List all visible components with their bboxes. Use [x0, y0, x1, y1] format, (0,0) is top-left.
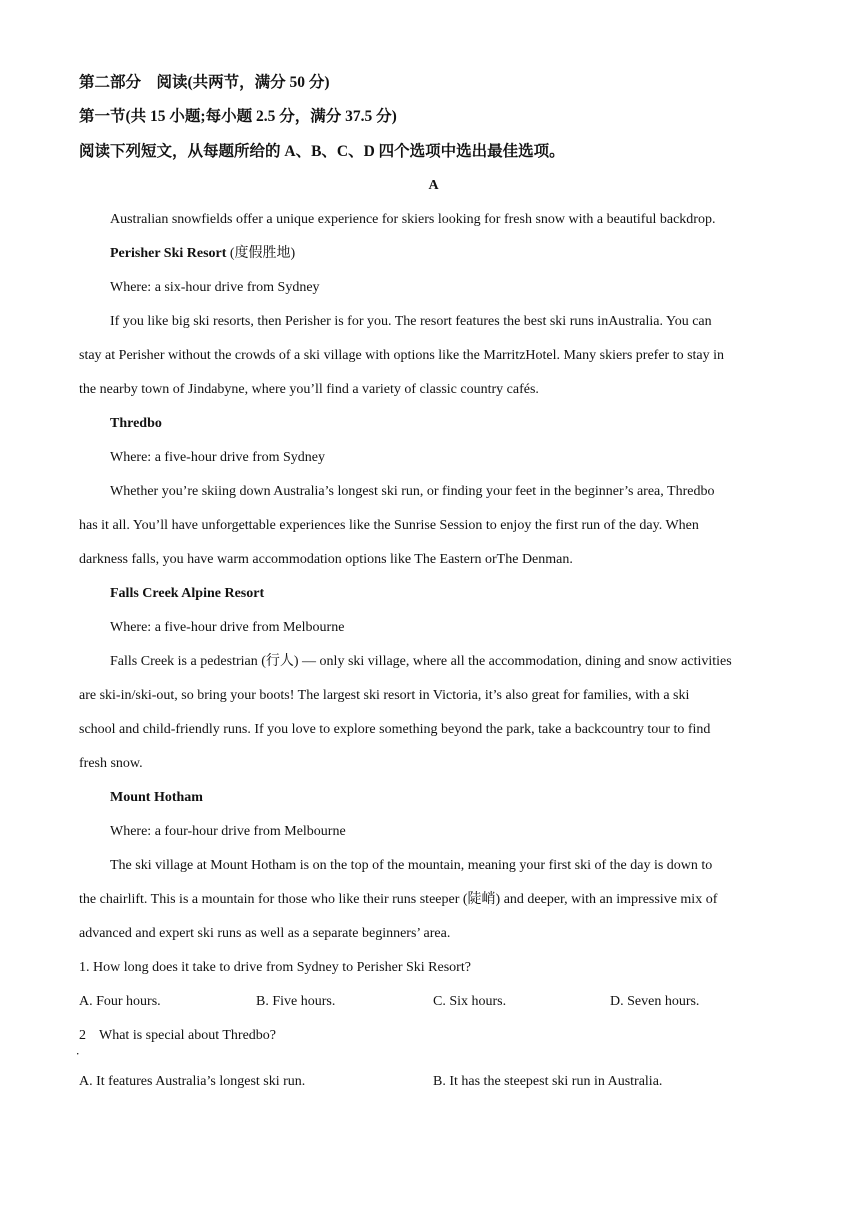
perisher-line-2: stay at Perisher without the crowds of a ski village with options like the MarritzHotel. Many skiers prefer to stay in — [79, 348, 725, 363]
thredbo-line-2: has it all. You’ll have unforgettable experiences like the Sunrise Session to enjoy the first run of the day. When — [79, 518, 699, 533]
falls-creek-title: Falls Creek Alpine Resort — [110, 586, 265, 601]
instruction-text: 阅读下列短文，从每题所给的 A、B、C、D 四个选项中选出最佳选项。 — [79, 143, 565, 160]
question-1-text: How long does it take to drive from Sydney to Perisher Ski Resort? — [93, 960, 471, 975]
perisher-title-text: Perisher Ski Resort — [110, 246, 227, 261]
question-1 — [79, 959, 471, 977]
question-2-dot: ． — [76, 1045, 87, 1057]
thredbo-title: Thredbo — [110, 416, 162, 431]
thredbo-line-3: darkness falls, you have warm accommodation options like The Eastern orThe Denman. — [79, 552, 573, 567]
question-1-number: 1. — [79, 960, 93, 975]
perisher-title-note: (度假胜地) — [226, 246, 296, 261]
question-1-option-c[interactable]: C. Six hours. — [433, 994, 507, 1009]
passage-label: A — [428, 178, 439, 193]
perisher-line-1: If you like big ski resorts, then Perisher is for you. The resort features the best ski runs inAustralia. You can — [110, 314, 712, 329]
falls-creek-line-2: are ski-in/ski-out, so bring your boots! The largest ski resort in Victoria, it’s also great for families, with a ski — [79, 688, 690, 703]
falls-creek-line-4: fresh snow. — [79, 756, 143, 771]
question-1-option-a[interactable]: A. Four hours. — [79, 994, 161, 1009]
question-1-option-d[interactable]: D. Seven hours. — [610, 994, 700, 1009]
question-2-number: 2 — [79, 1028, 86, 1043]
falls-creek-line-3: school and child-friendly runs. If you love to explore something beyond the park, take a backcountry tour to find — [79, 722, 711, 737]
passage-intro: Australian snowfields offer a unique experience for skiers looking for fresh snow with a beautiful backdrop. — [110, 212, 716, 227]
perisher-title — [110, 245, 295, 263]
question-2-option-b[interactable]: B. It has the steepest ski run in Australia. — [433, 1074, 663, 1089]
hotham-title: Mount Hotham — [110, 790, 203, 805]
hotham-line-3: advanced and expert ski runs as well as a separate beginners’ area. — [79, 926, 451, 941]
perisher-where: Where: a six-hour drive from Sydney — [110, 280, 320, 295]
thredbo-line-1: Whether you’re skiing down Australia’s longest ski run, or finding your feet in the beginner’s area, Thredbo — [110, 484, 715, 499]
thredbo-where: Where: a five-hour drive from Sydney — [110, 450, 325, 465]
question-1-option-b[interactable]: B. Five hours. — [256, 994, 336, 1009]
falls-creek-where: Where: a five-hour drive from Melbourne — [110, 620, 345, 635]
question-2-text: What is special about Thredbo? — [99, 1028, 277, 1043]
hotham-where: Where: a four-hour drive from Melbourne — [110, 824, 346, 839]
hotham-line-1: The ski village at Mount Hotham is on the top of the mountain, meaning your first ski of the day is down to — [110, 858, 713, 873]
part-heading: 第二部分 阅读(共两节，满分 50 分) — [79, 74, 330, 91]
section-heading: 第一节(共 15 小题;每小题 2.5 分，满分 37.5 分) — [79, 108, 397, 125]
hotham-line-2: the chairlift. This is a mountain for those who like their runs steeper (陡峭) and deeper, with an impressive mix of — [79, 892, 718, 907]
falls-creek-line-1: Falls Creek is a pedestrian (行人) — only ski village, where all the accommodation, dining and snow activities — [110, 654, 732, 669]
perisher-line-3: the nearby town of Jindabyne, where you’ll find a variety of classic country cafés. — [79, 382, 539, 397]
question-2-option-a[interactable]: A. It features Australia’s longest ski run. — [79, 1074, 306, 1089]
